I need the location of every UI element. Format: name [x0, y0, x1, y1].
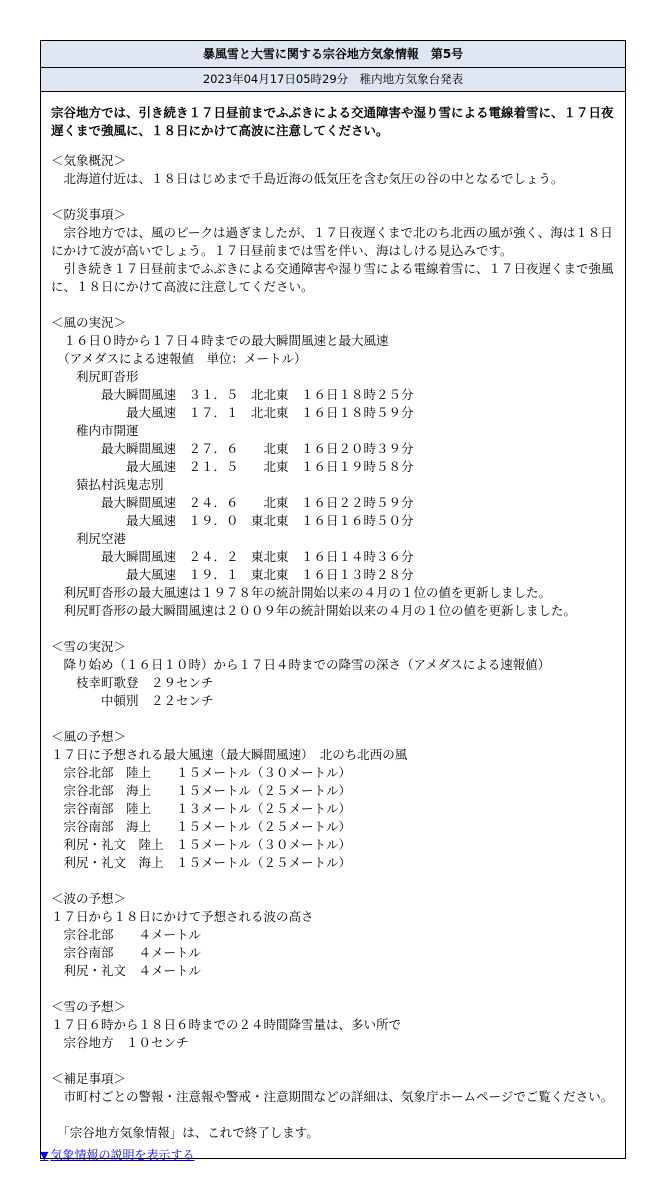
text-paragraph: 宗谷地方では、風のピークは過ぎましたが、１７日夜遅くまで北のち北西の風が強く、海は１８日にかけて波が高いでしょう。１７日昼前までは雪を伴い、海はしける見込みです。 [51, 225, 613, 258]
record-note: 利尻町沓形の最大風速は１９７８年の統計開始以来の４月の１位の値を更新しました。 [51, 585, 552, 600]
text-line: 市町村ごとの警報・注意報や警戒・注意期間などの詳細は、気象庁ホームページでご覧ください。 [51, 1089, 614, 1104]
wind-record: 最大瞬間風速 ２４．６ 北東 １６日２２時５９分 [51, 495, 414, 510]
section-header: ＜気象概況＞ [51, 153, 127, 168]
section-header: ＜雪の予想＞ [51, 999, 127, 1014]
section-header: ＜雪の実況＞ [51, 639, 127, 654]
record-note: 利尻町沓形の最大瞬間風速は２００９年の統計開始以来の４月の１位の値を更新しました。 [51, 603, 577, 618]
text-line: 降り始め（１６日１０時）から１７日４時までの降雪の深さ（アメダスによる速報値） [51, 657, 551, 672]
text-line: １７日から１８日にかけて予想される波の高さ [51, 909, 314, 924]
snow-forecast-row: 宗谷地方 １０センチ [51, 1035, 189, 1050]
section-weather-overview [51, 152, 615, 188]
section-disaster-prevention [51, 206, 615, 296]
section-header: ＜波の予想＞ [51, 891, 127, 906]
wind-record: 最大風速 ２１．５ 北東 １６日１９時５８分 [51, 459, 414, 474]
section-header: ＜風の実況＞ [51, 315, 127, 330]
wind-record: 最大風速 １９．１ 東北東 １６日１３時２８分 [51, 567, 414, 582]
snow-record: 枝幸町歌登 ２９センチ [51, 675, 214, 690]
wind-forecast-row: 宗谷南部 陸上 １３メートル（２５メートル） [51, 801, 352, 816]
text-line: 北海道付近は、１８日はじめまで千島近海の低気圧を含む気圧の谷の中となるでしょう。 [51, 171, 564, 186]
bulletin-box [40, 40, 626, 1159]
show-explanation-link[interactable] [40, 1146, 194, 1163]
text-line: １７日６時から１８日６時までの２４時間降雪量は、多い所で [51, 1017, 402, 1032]
closing-note: 「宗谷地方気象情報」は、これで終了します。 [51, 1125, 319, 1140]
wave-forecast-row: 宗谷南部 ４メートル [51, 945, 202, 960]
wind-record: 最大風速 １９．０ 東北東 １６日１６時５０分 [51, 513, 414, 528]
triangle-down-icon: ▼ [40, 1149, 49, 1162]
station-name: 利尻町沓形 [51, 369, 139, 384]
text-line: １６日０時から１７日４時までの最大瞬間風速と最大風速 [51, 333, 389, 348]
section-header: ＜補足事項＞ [51, 1071, 127, 1086]
wind-forecast-row: 宗谷北部 陸上 １５メートル（３０メートル） [51, 765, 352, 780]
snow-record: 中頓別 ２２センチ [51, 693, 214, 708]
section-wave-forecast [51, 890, 615, 980]
bulletin-title: 暴風雪と大雪に関する宗谷地方気象情報 第5号 [41, 41, 625, 68]
wave-forecast-row: 宗谷北部 ４メートル [51, 927, 202, 942]
section-wind-observation [51, 314, 615, 620]
bulletin-issued-info: 2023年04月17日05時29分 稚内地方気象台発表 [41, 68, 625, 92]
text-paragraph: 引き続き１７日昼前までふぶきによる交通障害や湿り雪による電線着雪に、１７日夜遅くまで強風に、１８日にかけて高波に注意してください。 [51, 261, 614, 294]
station-name: 稚内市開運 [51, 423, 139, 438]
section-header: ＜防災事項＞ [51, 207, 127, 222]
bulletin-headline: 宗谷地方では、引き続き１７日昼前までふぶきによる交通障害や湿り雪による電線着雪に、１７日夜遅くまで強風に、１８日にかけて高波に注意してください。 [51, 105, 614, 138]
text-line: １７日に予想される最大風速（最大瞬間風速） 北のち北西の風 [51, 747, 408, 762]
text-line: （アメダスによる速報値 単位：メートル） [51, 351, 307, 366]
station-name: 猿払村浜鬼志別 [51, 477, 164, 492]
wind-record: 最大瞬間風速 ２７．６ 北東 １６日２０時３９分 [51, 441, 414, 456]
bulletin-content [41, 92, 625, 1158]
wind-record: 最大瞬間風速 ２４．２ 東北東 １６日１４時３６分 [51, 549, 414, 564]
station-name: 利尻空港 [51, 531, 127, 546]
wind-forecast-row: 利尻・礼文 海上 １５メートル（２５メートル） [51, 855, 352, 870]
section-supplement [51, 1070, 615, 1106]
section-snow-forecast [51, 998, 615, 1052]
wind-forecast-row: 利尻・礼文 陸上 １５メートル（３０メートル） [51, 837, 352, 852]
show-explanation-label: 気象情報の説明を表示する [50, 1148, 195, 1162]
section-header: ＜風の予想＞ [51, 729, 127, 744]
wind-forecast-row: 宗谷南部 海上 １５メートル（２５メートル） [51, 819, 352, 834]
section-wind-forecast [51, 728, 615, 872]
section-snow-observation [51, 638, 615, 710]
wind-record: 最大瞬間風速 ３１．５ 北北東 １６日１８時２５分 [51, 387, 414, 402]
wave-forecast-row: 利尻・礼文 ４メートル [51, 963, 202, 978]
wind-forecast-row: 宗谷北部 海上 １５メートル（２５メートル） [51, 783, 352, 798]
wind-record: 最大風速 １７．１ 北北東 １６日１８時５９分 [51, 405, 414, 420]
